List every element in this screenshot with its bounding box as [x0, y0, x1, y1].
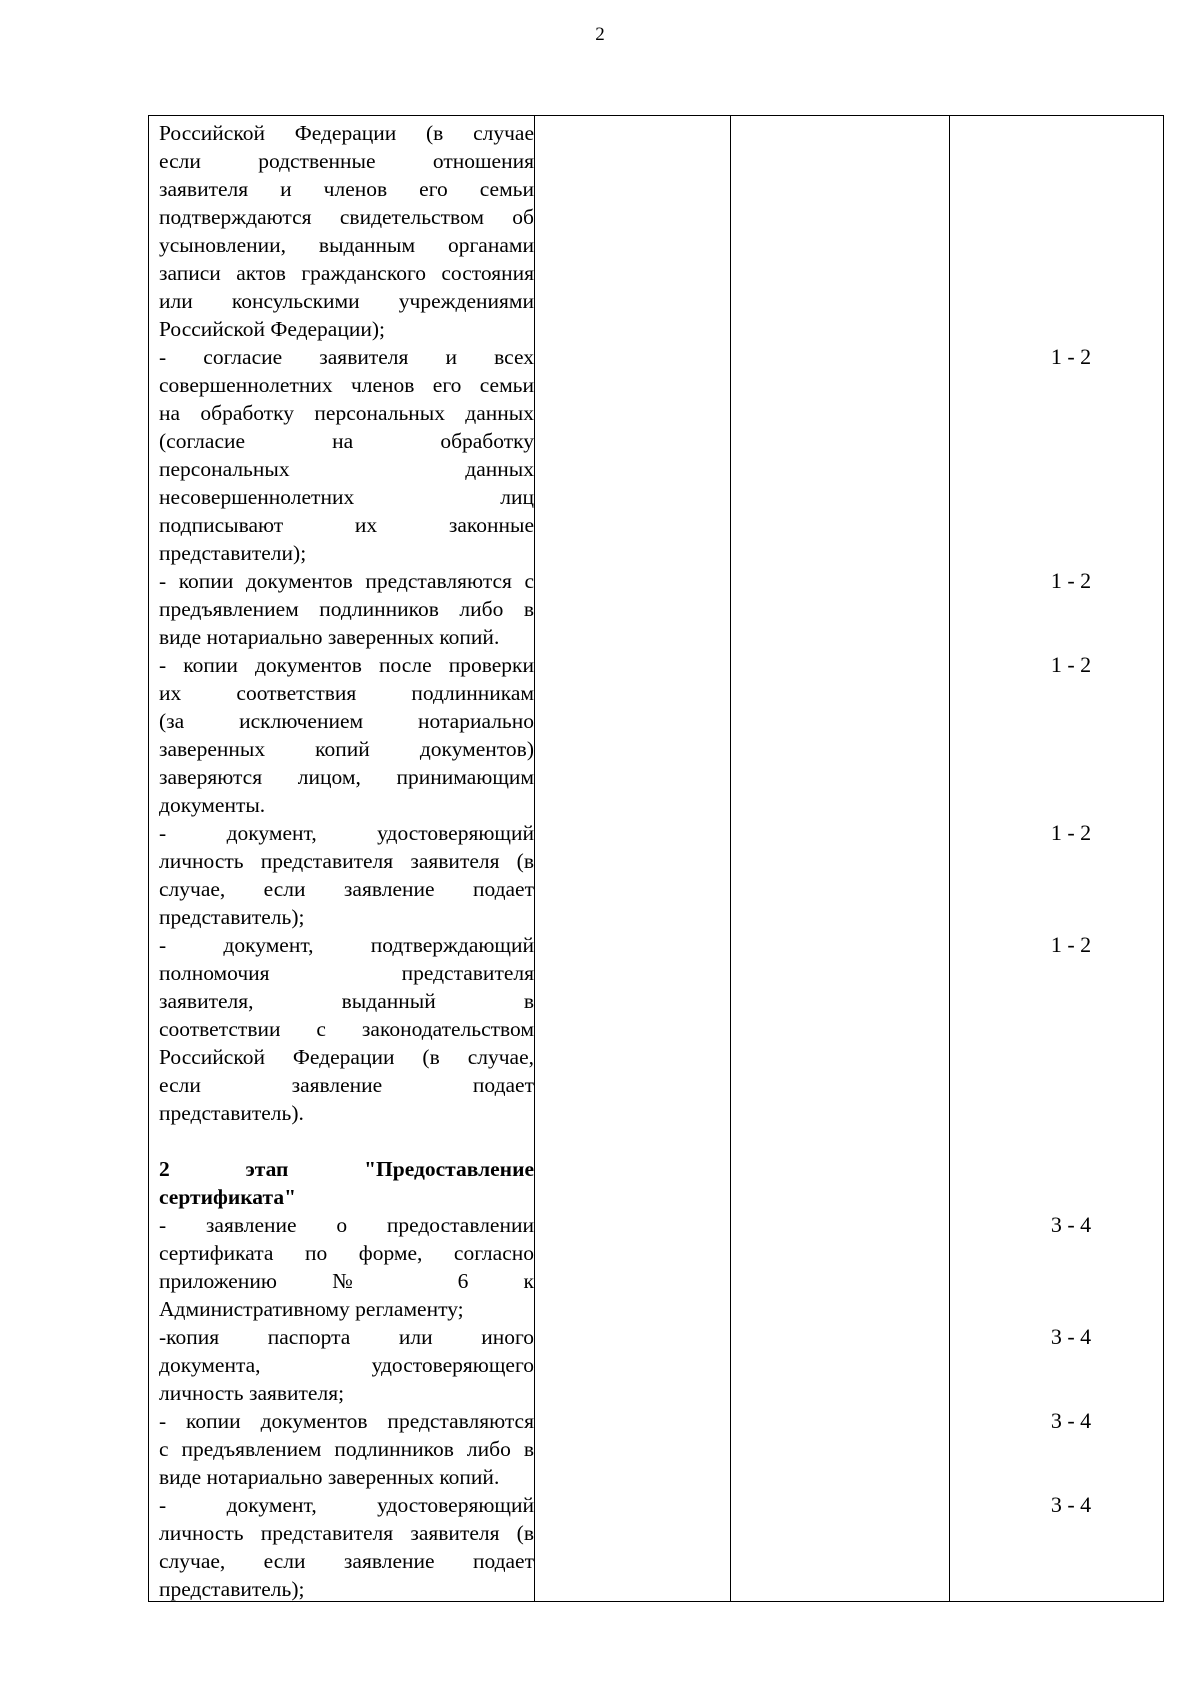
document-text-line: предъявлением подлинников либо в [159, 597, 534, 621]
document-text-line: - документ, удостоверяющий [159, 821, 534, 845]
document-text-line: с предъявлением подлинников либо в [159, 1437, 534, 1461]
document-text-line: сертификата по форме, согласно [159, 1241, 534, 1265]
page-range: 3 - 4 [1050, 1492, 1092, 1517]
document-text-line: Российской Федерации (в случае [159, 121, 534, 145]
document-text-line: Российской Федерации); [159, 317, 386, 341]
document-text-line: - документ, подтверждающий [159, 933, 534, 957]
column-divider [730, 116, 731, 1601]
column-divider [949, 116, 950, 1601]
document-text-line: - копии документов представляются [159, 1409, 534, 1433]
document-text-line: случае, если заявление подает [159, 1549, 534, 1573]
document-list-column [159, 119, 534, 1603]
document-text-line: -копия паспорта или иного [159, 1325, 534, 1349]
document-text-line: их соответствия подлинникам [159, 681, 534, 705]
column-divider [534, 116, 535, 1601]
document-text-line: заверенных копий документов) [159, 737, 534, 761]
document-text-line: - заявление о предоставлении [159, 1213, 534, 1237]
document-text-line: представитель); [159, 1577, 305, 1601]
document-text-line: документа, удостоверяющего [159, 1353, 534, 1377]
page-range: 1 - 2 [1050, 652, 1092, 677]
document-text-line: документы. [159, 793, 266, 817]
page-range: 1 - 2 [1050, 568, 1092, 593]
page-range: 3 - 4 [1050, 1324, 1092, 1349]
page-number: 2 [595, 24, 605, 45]
document-text-line: случае, если заявление подает [159, 877, 534, 901]
document-text-line: - копии документов представляются с [159, 569, 534, 593]
document-text-line: приложению № 6 к [159, 1269, 534, 1293]
document-text-line: - документ, удостоверяющий [159, 1493, 534, 1517]
page-range: 1 - 2 [1050, 344, 1092, 369]
document-text-line: совершеннолетних членов его семьи [159, 373, 534, 397]
document-text-line: личность заявителя; [159, 1381, 345, 1405]
document-text-line: записи актов гражданского состояния [159, 261, 534, 285]
document-text-line: представитель). [159, 1101, 304, 1125]
document-text-line: - согласие заявителя и всех [159, 345, 534, 369]
document-text-line: заверяются лицом, принимающим [159, 765, 534, 789]
document-text-line: если заявление подает [159, 1073, 534, 1097]
document-text-line: личность представителя заявителя (в [159, 1521, 534, 1545]
document-text-line: подтверждаются свидетельством об [159, 205, 534, 229]
document-text-line: полномочия представителя [159, 961, 534, 985]
stage-heading-line: сертификата" [159, 1185, 296, 1209]
document-text-line: усыновлении, выданным органами [159, 233, 534, 257]
document-text-line: личность представителя заявителя (в [159, 849, 534, 873]
page-range: 3 - 4 [1050, 1408, 1092, 1433]
document-text-line: заявителя и членов его семьи [159, 177, 534, 201]
document-text-line: представители); [159, 541, 307, 565]
document-text-line: - копии документов после проверки [159, 653, 534, 677]
document-text-line: несовершеннолетних лиц [159, 485, 534, 509]
document-text-line: (за исключением нотариально [159, 709, 534, 733]
stage-heading-line: 2 этап "Предоставление [159, 1157, 534, 1181]
document-text-line: персональных данных [159, 457, 534, 481]
page-range: 1 - 2 [1050, 820, 1092, 845]
document-text-line: соответствии с законодательством [159, 1017, 534, 1041]
document-text-line: представитель); [159, 905, 305, 929]
documents-table [148, 115, 1164, 1602]
document-text-line: на обработку персональных данных [159, 401, 534, 425]
page-range: 1 - 2 [1050, 932, 1092, 957]
document-text-line: Российской Федерации (в случае, [159, 1045, 534, 1069]
pages-column [961, 116, 1163, 1601]
document-text-line: заявителя, выданный в [159, 989, 534, 1013]
document-text-line: (согласие на обработку [159, 429, 534, 453]
document-text-line: если родственные отношения [159, 149, 534, 173]
document-text-line: или консульскими учреждениями [159, 289, 534, 313]
document-text-line: виде нотариально заверенных копий. [159, 625, 500, 649]
document-text-line: виде нотариально заверенных копий. [159, 1465, 500, 1489]
spacer [159, 1127, 534, 1155]
page-range: 3 - 4 [1050, 1212, 1092, 1237]
document-text-line: Административному регламенту; [159, 1297, 464, 1321]
document-text-line: подписывают их законные [159, 513, 534, 537]
